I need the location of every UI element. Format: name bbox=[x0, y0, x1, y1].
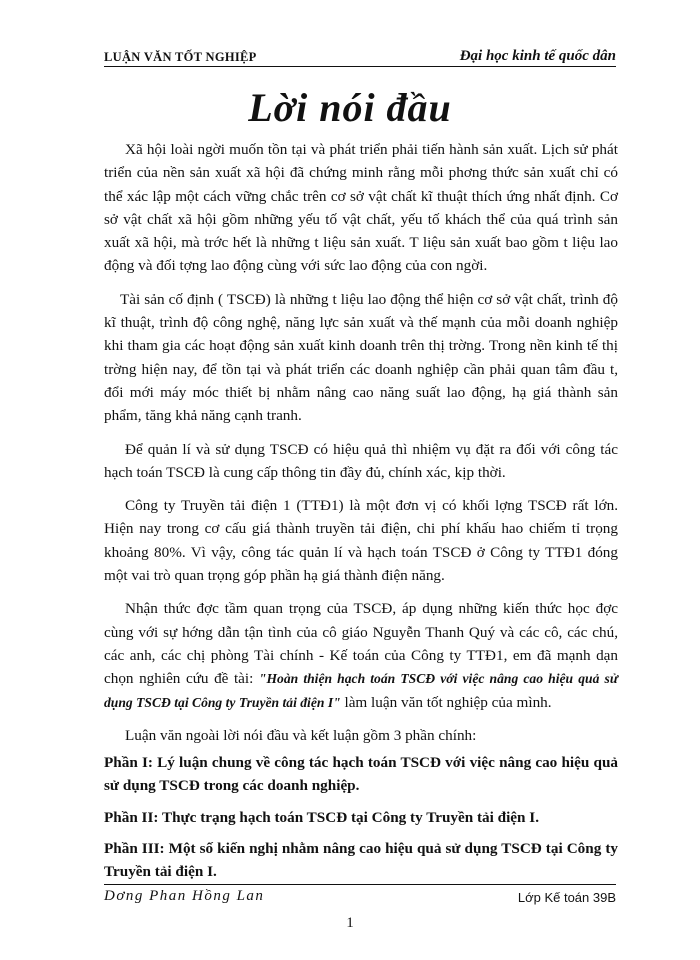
part-2: Phần II: Thực trạng hạch toán TSCĐ tại Công ty Truyền tải điện I. bbox=[104, 808, 540, 826]
paragraph-5-end: làm luận văn tốt nghiệp của mình. bbox=[340, 693, 552, 711]
paragraph-2: Tài sản cố định ( TSCĐ) là những t liệu lao động thể hiện cơ sở vật chất, trình độ kĩ thuật, trình độ công nghệ, năng lực sản xuất và thế mạnh của mỗi doanh nghiệp khi tham gia các hoạt động sản xuất kinh doanh trên thị trờng. Trong nền kinh tế thị trờng hiện nay, để tồn tại và phát triển các doanh nghiệp cần phải quan tâm đầu t, đổi mới máy móc thiết bị nhằm nâng cao năng suất lao động, hạ giá thành sản phẩm, tăng khả năng cạnh tranh. bbox=[104, 290, 618, 425]
header-university: Đại học kinh tế quốc dân bbox=[459, 48, 616, 64]
part-1: Phần I: Lý luận chung về công tác hạch toán TSCĐ với việc nâng cao hiệu quả sử dụng TSCĐ trong các doanh nghiệp. bbox=[104, 754, 618, 795]
footer-author: Dơng Phan Hồng Lan bbox=[104, 888, 265, 904]
part-3: Phần III: Một số kiến nghị nhằm nâng cao hiệu quả sử dụng TSCĐ tại Công ty Truyền tải điện I. bbox=[104, 840, 618, 881]
paragraph-5 bbox=[104, 597, 618, 713]
paragraph-6: Luận văn ngoài lời nói đầu và kết luận gồm 3 phần chính: bbox=[125, 726, 477, 744]
thesis-topic: "Hoàn thiện hạch toán TSCĐ với việc nâng cao hiệu quả sử dụng TSCĐ tại Công ty Truyền tải điện I" bbox=[104, 671, 618, 710]
paragraph-5-intro: Nhận thức đợc tầm quan trọng của TSCĐ, áp dụng những kiến thức học đợc cùng với sự hớng dẫn tận tình của cô giáo Nguyễn Thanh Quý và các cô, các chú, các anh, các chị phòng Tài chính - Kế toán của Công ty TTĐ1, em đã mạnh dạn chọn nghiên cứu đề tài: bbox=[104, 600, 618, 688]
footer-class: Lớp Kế toán 39B bbox=[517, 890, 616, 905]
page-header bbox=[104, 48, 616, 68]
page-number: 1 bbox=[346, 915, 354, 931]
document-body bbox=[104, 138, 618, 892]
page-title: Lời nói đầu bbox=[248, 85, 452, 130]
header-rule bbox=[104, 66, 616, 67]
header-thesis-label: LUẬN VĂN TỐT NGHIỆP bbox=[104, 50, 257, 64]
paragraph-4: Công ty Truyền tải điện 1 (TTĐ1) là một đơn vị có khối lợng TSCĐ rất lớn. Hiện nay trong cơ cấu giá thành truyền tải điện, chi phí khấu hao chiếm tỉ trọng khoảng 80%. Vì vậy, công tác quản lí và hạch toán TSCĐ ở Công ty TTĐ1 đóng một vai trò quan trọng góp phần hạ giá thành điện năng. bbox=[104, 497, 618, 585]
footer-rule bbox=[104, 884, 616, 885]
page-footer bbox=[104, 888, 616, 908]
paragraph-1: Xã hội loài ngời muốn tồn tại và phát triển phải tiến hành sản xuất. Lịch sử phát triển của nền sản xuất xã hội đã chứng minh rằng mỗi phơng thức sản xuất chỉ có thể xác lập một cách vững chắc trên cơ sở vật chất kĩ thuật thích ứng nhất định. Cơ sở vật chất xã hội gồm những yếu tố vật chất, yếu tố khách thể của quá trình sản xuất xã hội, mà trớc hết là những t liệu sản xuất. T liệu sản xuất bao gồm t liệu lao động và đối tợng lao động cùng với sức lao động của con ngời. bbox=[104, 141, 618, 275]
paragraph-3: Để quản lí và sử dụng TSCĐ có hiệu quả thì nhiệm vụ đặt ra đối với công tác hạch toán TSCĐ là cung cấp thông tin đầy đủ, chính xác, kịp thời. bbox=[104, 440, 618, 481]
